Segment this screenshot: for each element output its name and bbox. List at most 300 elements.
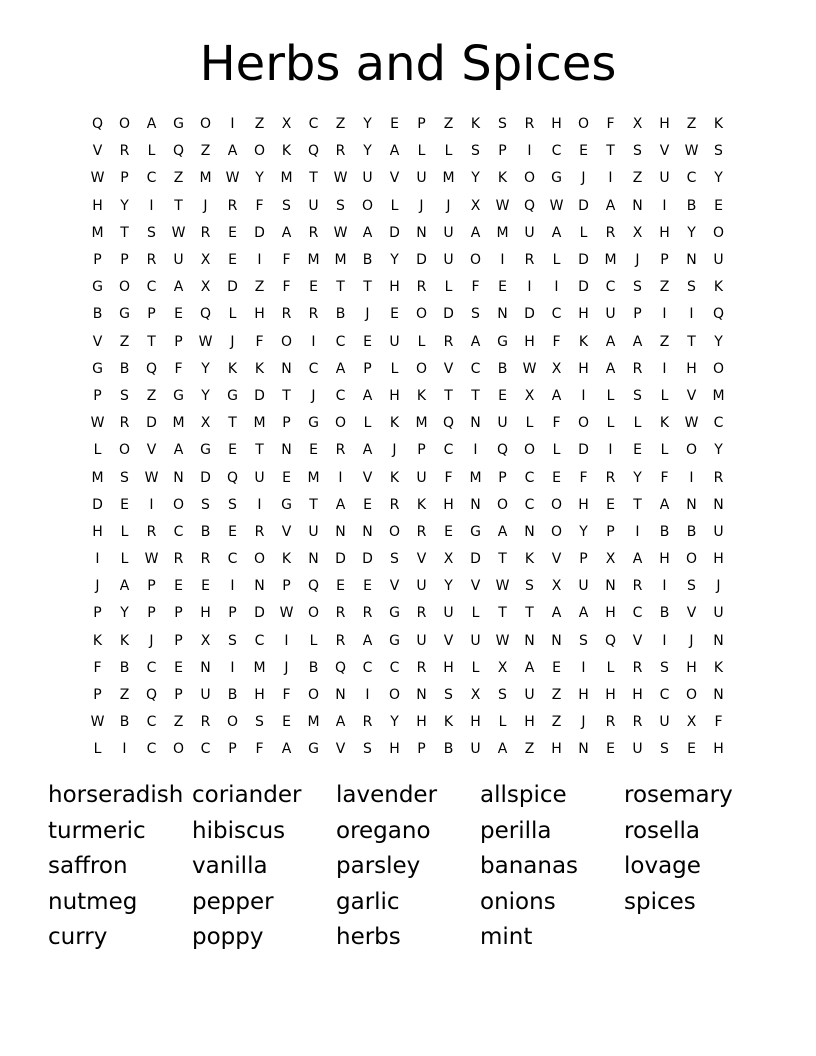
grid-letter: O (172, 496, 185, 513)
grid-letter: I (122, 741, 127, 758)
grid-letter: D (254, 387, 265, 404)
grid-letter: H (443, 496, 454, 513)
grid-letter: I (149, 496, 154, 513)
grid-row (84, 165, 732, 192)
grid-letter: E (174, 578, 183, 595)
grid-letter: N (416, 224, 427, 241)
grid-letter: X (200, 279, 211, 296)
grid-letter: E (498, 279, 507, 296)
grid-letter: R (335, 632, 346, 649)
grid-letter: K (119, 632, 130, 649)
grid-letter: S (147, 224, 156, 241)
grid-letter: D (389, 224, 400, 241)
grid-letter: V (335, 741, 346, 758)
grid-letter: A (173, 442, 184, 459)
grid-letter: U (173, 252, 184, 269)
grid-letter: W (198, 333, 213, 350)
grid-letter: Q (226, 469, 239, 486)
grid-letter: U (659, 714, 670, 731)
grid-letter: J (365, 306, 370, 323)
grid-letter: Z (443, 116, 454, 133)
word-bank-item: rosemary (624, 782, 733, 808)
grid-letter: O (118, 442, 131, 459)
grid-letter: G (308, 741, 319, 758)
grid-letter: B (443, 741, 454, 758)
grid-letter: B (227, 687, 238, 704)
grid-letter: V (92, 333, 103, 350)
grid-letter: B (200, 523, 211, 540)
grid-letter: L (444, 279, 453, 296)
grid-letter: W (144, 469, 159, 486)
word-bank-item: poppy (192, 924, 264, 950)
grid-letter: Z (119, 687, 130, 704)
grid-letter: I (230, 116, 235, 133)
grid-letter: K (92, 632, 103, 649)
grid-letter: A (227, 143, 238, 160)
grid-letter: U (389, 333, 400, 350)
grid-letter: S (660, 659, 669, 676)
word-bank-item: hibiscus (192, 817, 286, 844)
grid-letter: Z (335, 116, 346, 133)
grid-letter: A (146, 116, 157, 133)
grid-letter: E (633, 442, 642, 459)
grid-letter: L (363, 415, 372, 432)
grid-letter: U (200, 687, 211, 704)
grid-letter: E (282, 714, 291, 731)
grid-letter: T (471, 387, 480, 404)
grid-letter: Q (307, 578, 320, 595)
word-bank-item: garlic (336, 888, 400, 915)
grid-letter: Y (714, 170, 723, 187)
word-bank-item: lavender (336, 782, 438, 808)
grid-row (84, 600, 732, 627)
grid-letter: I (230, 659, 235, 676)
grid-letter: S (525, 578, 534, 595)
grid-letter: O (523, 442, 536, 459)
grid-letter: A (605, 333, 616, 350)
grid-letter: N (470, 415, 481, 432)
grid-letter: J (95, 578, 100, 595)
grid-letter: F (552, 415, 561, 432)
grid-letter: P (417, 116, 426, 133)
word-bank-item: parsley (336, 853, 421, 879)
grid-letter: N (173, 469, 184, 486)
grid-row (84, 138, 732, 165)
grid-row (84, 736, 732, 763)
grid-letter: A (173, 279, 184, 296)
grid-letter: N (524, 632, 535, 649)
grid-letter: O (361, 197, 374, 214)
grid-letter: H (92, 523, 103, 540)
grid-letter: T (282, 387, 291, 404)
grid-letter: P (660, 252, 669, 269)
grid-letter: O (118, 279, 131, 296)
grid-letter: J (635, 252, 640, 269)
grid-letter: N (200, 659, 211, 676)
grid-row (84, 247, 732, 274)
grid-letter: I (473, 442, 478, 459)
grid-letter: I (689, 469, 694, 486)
grid-letter: V (92, 143, 103, 160)
grid-letter: V (146, 442, 157, 459)
grid-letter: N (551, 632, 562, 649)
grid-letter: B (119, 360, 130, 377)
grid-letter: Y (201, 360, 210, 377)
grid-letter: U (416, 578, 427, 595)
grid-letter: S (363, 741, 372, 758)
grid-letter: E (309, 279, 318, 296)
grid-letter: Q (523, 197, 536, 214)
grid-letter: A (119, 578, 130, 595)
grid-letter: U (254, 469, 265, 486)
word-bank-item: mint (480, 924, 533, 950)
grid-letter: I (581, 387, 586, 404)
grid-letter: A (470, 224, 481, 241)
grid-letter: P (417, 442, 426, 459)
grid-letter: W (90, 714, 105, 731)
grid-letter: L (147, 143, 156, 160)
grid-letter: N (281, 360, 292, 377)
grid-letter: K (281, 143, 292, 160)
grid-letter: L (552, 442, 561, 459)
grid-letter: M (307, 252, 320, 269)
grid-letter: N (362, 523, 373, 540)
grid-letter: O (523, 170, 536, 187)
grid-letter: D (443, 306, 454, 323)
grid-letter: H (659, 116, 670, 133)
grid-letter: K (713, 279, 724, 296)
letter-grid (84, 111, 732, 764)
grid-letter: U (497, 415, 508, 432)
grid-letter: I (257, 252, 262, 269)
grid-letter: F (552, 333, 561, 350)
grid-letter: R (200, 224, 211, 241)
grid-letter: K (659, 415, 670, 432)
grid-letter: C (227, 551, 238, 568)
grid-letter: F (255, 741, 264, 758)
grid-letter: B (119, 659, 130, 676)
grid-letter: Q (199, 306, 212, 323)
grid-letter: M (307, 469, 320, 486)
grid-letter: D (578, 442, 589, 459)
grid-letter: C (335, 333, 346, 350)
grid-letter: R (281, 306, 292, 323)
word-bank-item: onions (480, 888, 556, 915)
grid-letter: U (308, 523, 319, 540)
grid-letter: S (228, 496, 237, 513)
grid-letter: X (632, 224, 643, 241)
grid-letter: H (578, 306, 589, 323)
grid-letter: G (227, 387, 238, 404)
word-bank-item: horseradish (48, 782, 184, 808)
grid-row (84, 356, 732, 383)
grid-letter: S (633, 387, 642, 404)
grid-letter: R (119, 143, 130, 160)
grid-letter: X (551, 578, 562, 595)
grid-letter: R (362, 605, 373, 622)
grid-letter: U (578, 578, 589, 595)
grid-letter: P (93, 605, 102, 622)
grid-letter: R (335, 143, 346, 160)
grid-letter: U (416, 170, 427, 187)
grid-letter: P (498, 143, 507, 160)
grid-letter: T (687, 333, 696, 350)
grid-letter: Y (201, 387, 210, 404)
grid-letter: N (335, 523, 346, 540)
grid-letter: A (605, 360, 616, 377)
grid-letter: H (632, 687, 643, 704)
grid-row (84, 437, 732, 464)
grid-letter: Q (307, 143, 320, 160)
grid-letter: E (390, 306, 399, 323)
grid-letter: W (225, 170, 240, 187)
grid-letter: L (417, 143, 426, 160)
grid-letter: U (524, 687, 535, 704)
grid-letter: A (389, 143, 400, 160)
grid-letter: C (524, 469, 535, 486)
grid-letter: O (577, 415, 590, 432)
grid-letter: P (147, 578, 156, 595)
grid-row (84, 301, 732, 328)
grid-letter: E (498, 387, 507, 404)
grid-letter: Z (254, 116, 265, 133)
grid-letter: N (254, 578, 265, 595)
grid-letter: U (443, 224, 454, 241)
grid-letter: H (200, 605, 211, 622)
grid-letter: Y (255, 170, 264, 187)
grid-letter: M (91, 469, 104, 486)
grid-letter: I (608, 170, 613, 187)
grid-letter: O (334, 415, 347, 432)
grid-letter: L (471, 605, 480, 622)
grid-letter: B (497, 360, 508, 377)
grid-letter: E (228, 224, 237, 241)
grid-letter: Q (172, 143, 185, 160)
grid-row (84, 193, 732, 220)
grid-letter: B (659, 523, 670, 540)
grid-letter: D (470, 551, 481, 568)
grid-letter: I (338, 469, 343, 486)
grid-letter: S (498, 687, 507, 704)
grid-row (84, 573, 732, 600)
grid-letter: S (336, 197, 345, 214)
grid-letter: F (714, 714, 723, 731)
grid-letter: N (713, 496, 724, 513)
grid-letter: M (442, 170, 455, 187)
grid-letter: V (686, 605, 697, 622)
grid-letter: R (146, 252, 157, 269)
grid-letter: A (659, 496, 670, 513)
grid-letter: M (253, 415, 266, 432)
grid-letter: P (633, 306, 642, 323)
grid-letter: G (470, 523, 481, 540)
grid-letter: E (363, 496, 372, 513)
grid-letter: R (605, 224, 616, 241)
word-bank-item: coriander (192, 782, 302, 808)
grid-letter: I (527, 143, 532, 160)
grid-letter: N (497, 306, 508, 323)
grid-letter: P (93, 252, 102, 269)
grid-letter: A (632, 551, 643, 568)
grid-letter: X (524, 387, 535, 404)
grid-letter: I (554, 279, 559, 296)
word-bank-item: rosella (624, 817, 701, 844)
grid-letter: X (200, 632, 211, 649)
grid-letter: Y (120, 605, 129, 622)
grid-letter: F (282, 687, 291, 704)
grid-letter: J (311, 387, 316, 404)
grid-letter: R (443, 333, 454, 350)
grid-letter: A (551, 387, 562, 404)
grid-letter: R (200, 714, 211, 731)
grid-letter: A (281, 741, 292, 758)
grid-letter: R (173, 551, 184, 568)
word-bank-item: herbs (336, 924, 401, 950)
grid-letter: S (390, 551, 399, 568)
grid-letter: O (550, 523, 563, 540)
grid-letter: P (282, 415, 291, 432)
grid-letter: K (713, 659, 724, 676)
grid-letter: L (390, 197, 399, 214)
grid-letter: N (524, 523, 535, 540)
grid-letter: E (363, 578, 372, 595)
grid-letter: P (174, 632, 183, 649)
grid-letter: H (659, 224, 670, 241)
grid-letter: L (228, 306, 237, 323)
grid-letter: H (686, 659, 697, 676)
grid-row (84, 111, 732, 138)
grid-letter: H (524, 714, 535, 731)
grid-letter: K (227, 360, 238, 377)
grid-letter: E (552, 659, 561, 676)
grid-letter: E (282, 469, 291, 486)
grid-letter: Y (444, 578, 453, 595)
grid-letter: X (605, 551, 616, 568)
grid-letter: A (524, 659, 535, 676)
grid-letter: C (308, 116, 319, 133)
grid-letter: H (578, 687, 589, 704)
grid-letter: A (362, 632, 373, 649)
grid-letter: V (470, 578, 481, 595)
grid-letter: Q (712, 306, 725, 323)
grid-letter: M (199, 170, 212, 187)
grid-letter: G (551, 170, 562, 187)
grid-letter: M (280, 170, 293, 187)
grid-letter: R (605, 469, 616, 486)
grid-letter: Z (173, 714, 184, 731)
grid-letter: T (606, 143, 615, 160)
grid-letter: L (444, 143, 453, 160)
grid-letter: Z (632, 170, 643, 187)
grid-letter: C (551, 306, 562, 323)
grid-letter: W (684, 143, 699, 160)
grid-letter: W (90, 415, 105, 432)
grid-letter: K (578, 333, 589, 350)
grid-letter: G (173, 387, 184, 404)
grid-letter: P (93, 687, 102, 704)
word-bank-item: nutmeg (48, 888, 138, 915)
grid-letter: G (308, 415, 319, 432)
grid-letter: S (471, 306, 480, 323)
grid-letter: L (525, 415, 534, 432)
grid-letter: T (444, 387, 453, 404)
grid-letter: W (522, 360, 537, 377)
grid-letter: G (497, 333, 508, 350)
grid-letter: Y (579, 523, 588, 540)
grid-letter: Y (471, 170, 480, 187)
grid-letter: Z (200, 143, 211, 160)
grid-letter: U (605, 306, 616, 323)
grid-letter: R (605, 714, 616, 731)
grid-letter: P (606, 523, 615, 540)
grid-letter: F (255, 333, 264, 350)
grid-row (84, 464, 732, 491)
grid-letter: I (527, 279, 532, 296)
grid-letter: Z (686, 116, 697, 133)
grid-letter: V (551, 551, 562, 568)
grid-letter: H (416, 714, 427, 731)
grid-letter: A (362, 387, 373, 404)
grid-letter: X (470, 687, 481, 704)
grid-letter: J (581, 714, 586, 731)
grid-letter: A (281, 224, 292, 241)
grid-letter: J (419, 197, 424, 214)
grid-letter: W (684, 415, 699, 432)
grid-letter: R (524, 252, 535, 269)
grid-letter: H (686, 360, 697, 377)
grid-letter: O (685, 687, 698, 704)
grid-letter: T (120, 224, 129, 241)
grid-letter: K (389, 415, 400, 432)
grid-letter: P (147, 605, 156, 622)
grid-letter: U (416, 632, 427, 649)
grid-letter: L (417, 333, 426, 350)
grid-letter: X (470, 197, 481, 214)
grid-letter: X (200, 252, 211, 269)
grid-letter: Z (524, 741, 535, 758)
grid-letter: L (93, 442, 102, 459)
grid-row (84, 682, 732, 709)
word-bank (48, 778, 768, 956)
grid-letter: H (389, 741, 400, 758)
grid-letter: N (713, 687, 724, 704)
grid-letter: K (497, 170, 508, 187)
grid-letter: H (254, 306, 265, 323)
grid-letter: Z (659, 279, 670, 296)
grid-row (84, 329, 732, 356)
grid-letter: I (230, 578, 235, 595)
grid-letter: T (147, 333, 156, 350)
grid-letter: E (120, 496, 129, 513)
grid-letter: O (550, 496, 563, 513)
grid-letter: J (689, 632, 694, 649)
grid-letter: Z (173, 170, 184, 187)
grid-letter: T (309, 170, 318, 187)
grid-letter: H (443, 659, 454, 676)
grid-letter: S (687, 279, 696, 296)
grid-letter: K (713, 116, 724, 133)
grid-letter: H (254, 687, 265, 704)
grid-letter: Z (254, 279, 265, 296)
grid-letter: S (579, 632, 588, 649)
grid-letter: B (686, 523, 697, 540)
grid-letter: K (443, 714, 454, 731)
grid-letter: Q (442, 415, 455, 432)
grid-letter: B (335, 306, 346, 323)
grid-letter: Y (633, 469, 642, 486)
grid-letter: A (470, 333, 481, 350)
grid-letter: P (228, 741, 237, 758)
